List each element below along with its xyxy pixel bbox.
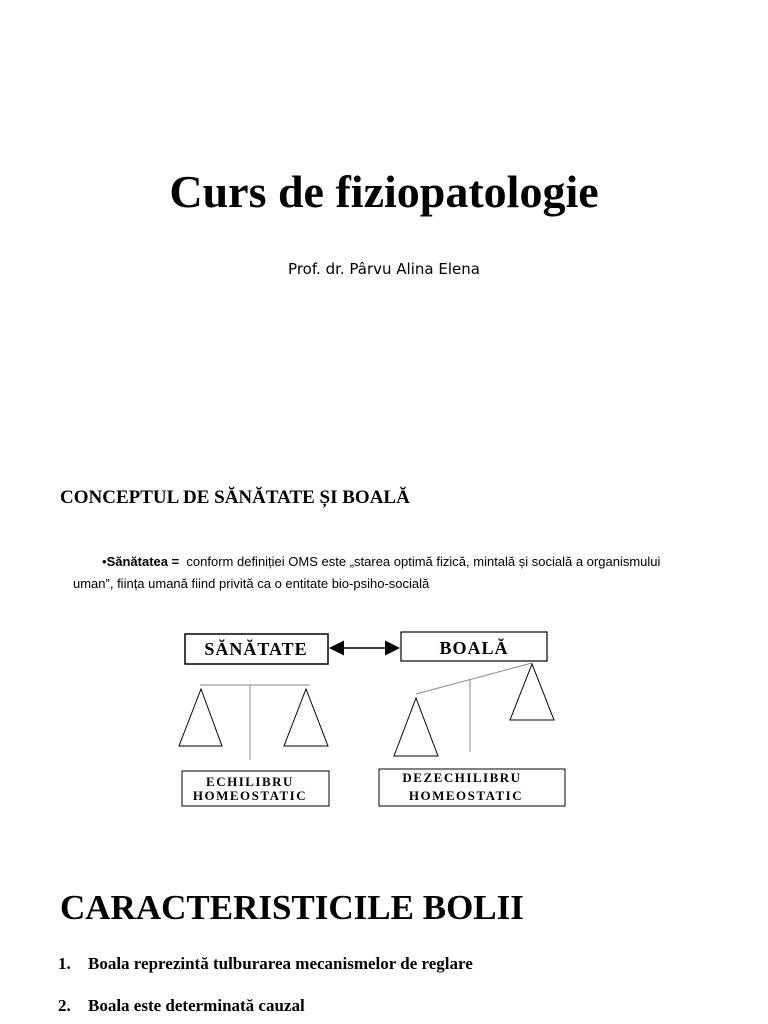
- list-item: [58, 994, 305, 1018]
- section-heading-characteristics: CARACTERISTICILE BOLII: [60, 888, 524, 927]
- list-item-text: Boala reprezintă tulburarea mecanismelor de reglare: [88, 954, 473, 973]
- author-name: Prof. dr. Pârvu Alina Elena: [288, 260, 480, 278]
- imbalance-beam: [416, 663, 532, 694]
- disease-label: BOALĂ: [439, 638, 509, 658]
- definition-line-2: uman”, ființa umană fiind privită ca o entitate bio-psiho-socială: [73, 576, 430, 591]
- imbalance-label-line1: DEZECHILIBRU: [402, 770, 522, 785]
- imbalance-label-line2: HOMEOSTATIC: [408, 788, 524, 803]
- list-item-number: 1.: [58, 954, 71, 973]
- page-title: Curs de fiziopatologie: [169, 166, 599, 217]
- balance-pan-left-icon: [179, 689, 222, 746]
- list-item-number: 2.: [58, 996, 71, 1015]
- balance-pan-right-icon: [284, 689, 328, 746]
- imbalance-pan-right-icon: [510, 664, 554, 720]
- definition-text: conform definiției OMS este „starea optimă fizică, mintală și socială a organismului: [179, 554, 661, 569]
- balance-label-line1: ECHILIBRU: [206, 774, 294, 789]
- balance-label-line2: HOMEOSTATIC: [192, 788, 308, 803]
- health-label: SĂNĂTATE: [204, 639, 308, 659]
- imbalance-pan-left-icon: [394, 698, 438, 756]
- section-heading-concept: CONCEPTUL DE SĂNĂTATE ȘI BOALĂ: [60, 487, 410, 508]
- definition-term: Sănătatea =: [106, 554, 180, 569]
- list-item-text: Boala este determinată cauzal: [88, 996, 305, 1015]
- list-item: [58, 952, 473, 976]
- bullet: •: [102, 554, 107, 569]
